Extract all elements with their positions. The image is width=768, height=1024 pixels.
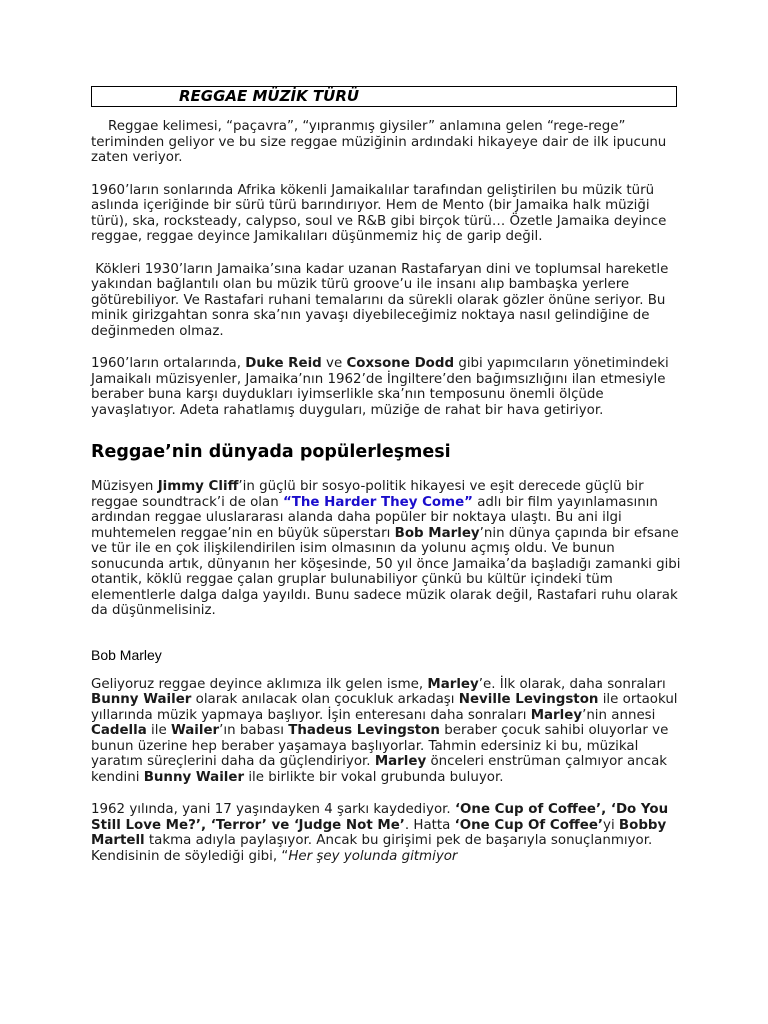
text: ile <box>146 723 171 738</box>
text: ve <box>321 356 347 371</box>
name-bobby-martell: Bobby Martell <box>91 817 667 848</box>
text: önceleri enstrüman çalmıyor ancak kendini <box>91 754 668 785</box>
paragraph-producers <box>91 356 681 418</box>
name-cadella: Cadella <box>91 723 147 738</box>
text: olarak anılacak olan çocukluk arkadaşı <box>191 692 459 707</box>
text: ile birlikte bir vokal grubunda buluyor. <box>244 769 504 785</box>
text: gibi yapımcıların yönetimindeki Jamaikalı müzisyenler, Jamaika’nın 1962’de İngiltere’den bağımsızlığını ilan etmesiyle beraber buna karşı duydukları iyimserlikle ska’nın temposunu önemli ölçüde yavaşlatıyor. Adeta rahatlamış duyguları, müziğe de rahat bir hava getiriyor. <box>91 356 669 418</box>
text: Müzisyen <box>91 479 158 494</box>
text: 1962 yılında, yani 17 yaşındayken 4 şarkı kaydediyor. <box>91 802 455 817</box>
song-list: ‘One Cup of Coffee’, ‘Do You Still Love Me?’, ‘Terror’ ve ‘Judge Not Me’ <box>91 802 669 833</box>
song-one-cup-of-coffee: ‘One Cup Of Coffee’ <box>454 817 604 833</box>
paragraph-rastafari: Kökleri 1930’ların Jamaika’sına kadar uzanan Rastafaryan dini ve toplumsal hareketle yakından bağlantılı olan bu müzik türü groove’u ile insanı alıp bambaşka yerlere götürebiliyor. Ve Rastafari ruhani temalarını da sürekli olarak gözler önüne seriyor. Bu minik girizgahtan sonra ska’nın yavaşı diyebileceğimiz noktaya nasıl gelindiğine de değinmeden olmaz. <box>91 261 673 339</box>
film-link[interactable]: “The Harder They Come” <box>282 494 473 510</box>
text: ’ın babası <box>219 723 289 738</box>
name-bob-marley: Bob Marley <box>394 525 480 541</box>
name-marley: Marley <box>530 707 583 723</box>
name-bunny-wailer: Bunny Wailer <box>91 692 192 707</box>
text: yi <box>603 817 619 833</box>
text: 1960’ların ortalarında, <box>91 356 246 371</box>
text: Geliyoruz reggae deyince aklımıza ilk gelen isme, <box>91 676 428 692</box>
paragraph-popularity <box>91 479 681 619</box>
text: beraber çocuk sahibi oluyorlar ve bunun üzerine hep beraber yaşamaya başlıyorlar. Tahmin edersiniz ki bu, müzikal yaratım süreçlerini daha da güçlendiriyor. <box>91 723 669 769</box>
name-marley: Marley <box>427 676 479 692</box>
title-box <box>91 86 677 107</box>
name-neville-levingston: Neville Levingston <box>458 692 599 707</box>
text: . Hatta <box>404 817 455 833</box>
name-wailer: Wailer <box>170 723 220 738</box>
name-coxsone-dodd: Coxsone Dodd <box>346 356 455 371</box>
name-thadeus-levingston: Thadeus Levingston <box>288 723 440 738</box>
text: ile ortaokul yıllarında müzik yapmaya başlıyor. İşin enteresanı daha sonraları <box>91 692 678 723</box>
name-bunny-wailer: Bunny Wailer <box>143 769 245 785</box>
paragraph-marley-early <box>91 677 681 786</box>
text: ’e. İlk olarak, daha sonraları <box>478 676 666 692</box>
section-heading-popularity: Reggae’nin dünyada popülerleşmesi <box>91 442 451 462</box>
text: ’nin annesi <box>582 707 656 723</box>
page-title: REGGAE MÜZİK TÜRÜ <box>179 87 360 105</box>
name-duke-reid: Duke Reid <box>245 356 322 371</box>
paragraph-origins: 1960’ların sonlarında Afrika kökenli Jamaikalılar tarafından geliştirilen bu müzik türü aslında içeriğinde bir sürü türü barındırıyor. Hem de Mento (bir Jamaika halk müziği türü), ska, rocksteady, calypso, soul ve R&B gibi birçok türü… Özetle Jamaika deyince reggae, reggae deyince Jamikalıları düşünmemiz hiç de garip değil. <box>91 182 667 244</box>
paragraph-intro: Reggae kelimesi, “paçavra”, “yıpranmış giysiler” anlamına gelen “rege-rege” teriminden geliyor ve bu size reggae müziğinin ardındaki hikayeye dair de ilk ipucunu zaten veriyor. <box>91 119 671 165</box>
document-body <box>91 119 681 881</box>
text: takma adıyla paylaşıyor. Ancak bu girişimi pek de başarıyla sonuçlanmıyor. Kendisinin de söylediği gibi, “ <box>91 833 653 864</box>
paragraph-marley-1962 <box>91 802 681 864</box>
text: adlı bir film yayınlamasının ardından reggae uluslararası alanda daha popüler bir noktaya ulaştı. Bu ani ilgi muhtemelen reggae’nin en büyük süperstarı <box>91 494 658 541</box>
text: ’in güçlü bir sosyo-politik hikayesi ve eşit derecede güçlü bir reggae soundtrack’i de olan <box>91 479 644 510</box>
section-heading-bob-marley: Bob Marley <box>91 646 162 663</box>
text: ’nin dünya çapında bir efsane ve tür ile en çok ilişkilendirilen isim olmasının da yolunu açmış oldu. Ve bunun sonucunda artık, dünyanın her köşesinde, 50 yıl önce Jamaika’da başladığı zamanki gibi otantik, köklü reggae çalan gruplar bulunabiliyor çünkü bu kültür içindeki tüm elementlerle dalga dalga yayıldı. Bunu sadece müzik olarak değil, Rastafari ruhu olarak da düşünmelisiniz. <box>91 525 681 618</box>
name-marley: Marley <box>374 754 427 769</box>
name-jimmy-cliff: Jimmy Cliff <box>157 479 239 494</box>
quote-italic: Her şey yolunda gitmiyor <box>288 848 458 864</box>
